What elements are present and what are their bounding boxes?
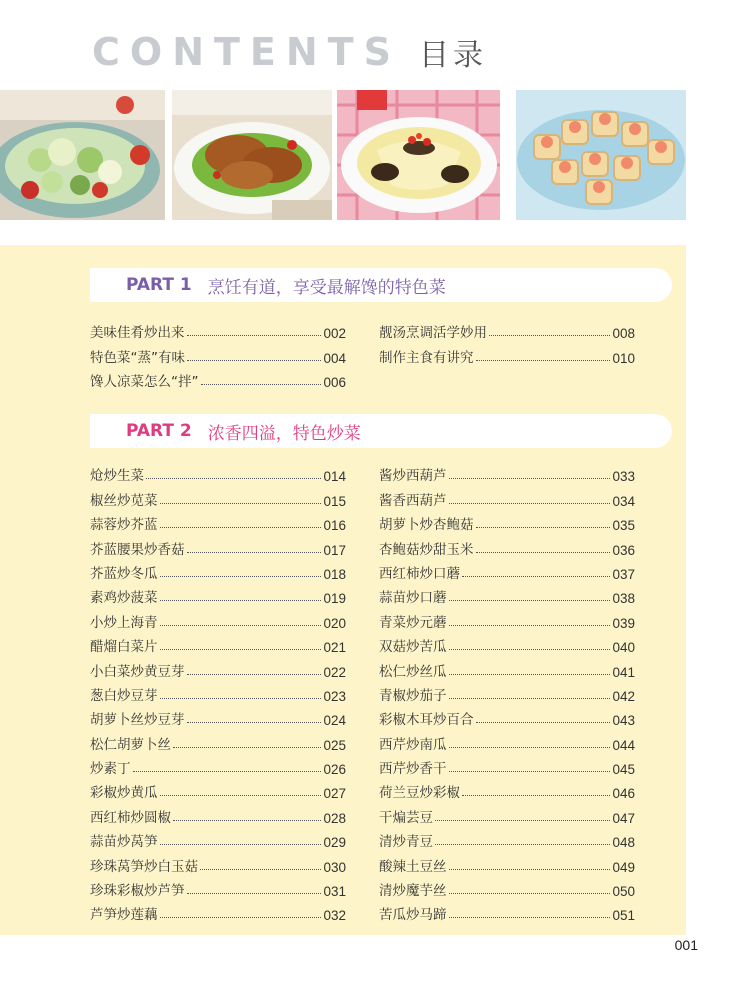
toc-entry[interactable] xyxy=(379,533,635,557)
dot-leader xyxy=(160,795,322,796)
toc-entry[interactable] xyxy=(90,460,346,484)
part2-right-column xyxy=(379,460,635,923)
dot-leader xyxy=(449,503,611,504)
toc-entry[interactable] xyxy=(90,317,346,341)
toc-entry[interactable] xyxy=(90,558,346,582)
toc-entry-page: 004 xyxy=(323,350,346,366)
toc-entry-page: 035 xyxy=(612,518,635,534)
toc-entry-page: 006 xyxy=(323,375,346,391)
toc-entry[interactable] xyxy=(90,777,346,801)
dot-leader xyxy=(449,869,611,870)
dot-leader xyxy=(187,552,322,553)
toc-entry-page: 002 xyxy=(323,326,346,342)
part2-left-column xyxy=(90,460,346,923)
dot-leader xyxy=(449,917,611,918)
toc-entry-page: 050 xyxy=(612,884,635,900)
toc-entry-title: 苦瓜炒马蹄 xyxy=(379,907,447,924)
toc-entry-title: 胡萝卜丝炒豆芽 xyxy=(90,712,185,729)
toc-entry-page: 027 xyxy=(323,786,346,802)
toc-entry[interactable] xyxy=(90,850,346,874)
dot-leader xyxy=(200,869,321,870)
toc-entry-page: 048 xyxy=(612,835,635,851)
dot-leader xyxy=(133,771,322,772)
toc-entry[interactable] xyxy=(379,341,635,365)
toc-entry[interactable] xyxy=(90,484,346,508)
toc-entry-page: 020 xyxy=(323,615,346,631)
toc-entry[interactable] xyxy=(90,875,346,899)
toc-entry[interactable] xyxy=(379,680,635,704)
toc-entry-page: 034 xyxy=(612,493,635,509)
dot-leader xyxy=(160,600,322,601)
toc-entry-title: 靓汤烹调活学妙用 xyxy=(379,325,487,342)
toc-entry[interactable] xyxy=(379,875,635,899)
dot-leader xyxy=(476,360,611,361)
dot-leader xyxy=(489,335,610,336)
toc-entry-page: 021 xyxy=(323,640,346,656)
part1-label: PART 1 xyxy=(126,275,192,295)
dot-leader xyxy=(160,625,322,626)
toc-entry-title: 葱白炒豆芽 xyxy=(90,687,158,704)
toc-entry[interactable] xyxy=(379,704,635,728)
dot-leader xyxy=(160,917,322,918)
dot-leader xyxy=(160,649,322,650)
dot-leader xyxy=(173,747,321,748)
toc-entry-title: 酱炒西葫芦 xyxy=(379,468,447,485)
toc-entry-page: 041 xyxy=(612,664,635,680)
toc-entry-title: 青椒炒茄子 xyxy=(379,687,447,704)
toc-entry-title: 彩椒炒黄瓜 xyxy=(90,785,158,802)
toc-entry[interactable] xyxy=(90,826,346,850)
dot-leader xyxy=(476,527,611,528)
toc-entry[interactable] xyxy=(90,366,346,390)
toc-entry-page: 017 xyxy=(323,542,346,558)
toc-entry[interactable] xyxy=(379,899,635,923)
toc-entry-page: 042 xyxy=(612,688,635,704)
toc-entry-title: 美味佳肴炒出来 xyxy=(90,325,185,342)
toc-entry-page: 025 xyxy=(323,737,346,753)
toc-entry-title: 特色菜“蒸”有味 xyxy=(90,349,185,366)
toc-entry-title: 珍珠莴笋炒白玉菇 xyxy=(90,858,198,875)
toc-entry-page: 036 xyxy=(612,542,635,558)
toc-entry-page: 019 xyxy=(323,591,346,607)
toc-entry-title: 清炒魔芋丝 xyxy=(379,883,447,900)
toc-entry[interactable] xyxy=(90,899,346,923)
toc-entry-page: 018 xyxy=(323,566,346,582)
toc-entry[interactable] xyxy=(90,704,346,728)
toc-entry[interactable] xyxy=(379,728,635,752)
toc-entry-page: 016 xyxy=(323,518,346,534)
toc-entry[interactable] xyxy=(379,460,635,484)
toc-entry-title: 西红柿炒口蘑 xyxy=(379,565,460,582)
toc-entry[interactable] xyxy=(90,509,346,533)
toc-entry-page: 039 xyxy=(612,615,635,631)
part2-title: 浓香四溢，特色炒菜 xyxy=(207,423,361,444)
dot-leader xyxy=(449,478,611,479)
part1-left-column xyxy=(90,317,346,390)
toc-entry[interactable] xyxy=(90,655,346,679)
toc-entry-title: 胡萝卜炒杏鲍菇 xyxy=(379,517,474,534)
toc-entry-title: 芥蓝炒冬瓜 xyxy=(90,565,158,582)
toc-entry-page: 024 xyxy=(323,713,346,729)
dot-leader xyxy=(187,722,322,723)
toc-entry-title: 炒素丁 xyxy=(90,761,131,778)
page-number: 001 xyxy=(674,937,698,953)
photo-eggs-dish xyxy=(337,90,500,220)
toc-entry-page: 015 xyxy=(323,493,346,509)
contents-title-cn: 目录 xyxy=(418,38,487,73)
toc-entry-title: 炝炒生菜 xyxy=(90,468,144,485)
toc-entry-title: 青菜炒元蘑 xyxy=(379,614,447,631)
dot-leader xyxy=(449,747,611,748)
toc-entry-page: 026 xyxy=(323,762,346,778)
dot-leader xyxy=(173,820,321,821)
toc-entry-title: 椒丝炒苋菜 xyxy=(90,492,158,509)
dot-leader xyxy=(187,893,322,894)
toc-entry-page: 023 xyxy=(323,688,346,704)
toc-entry[interactable] xyxy=(379,850,635,874)
toc-entry-title: 制作主食有讲究 xyxy=(379,349,474,366)
toc-entry-title: 蒜苗炒莴笋 xyxy=(90,834,158,851)
dot-leader xyxy=(187,674,322,675)
dot-leader xyxy=(449,600,611,601)
toc-entry-title: 西芹炒香干 xyxy=(379,761,447,778)
dot-leader xyxy=(435,820,610,821)
dot-leader xyxy=(449,893,611,894)
toc-entry-title: 酱香西葫芦 xyxy=(379,492,447,509)
dot-leader xyxy=(462,576,610,577)
toc-entry[interactable] xyxy=(90,582,346,606)
dot-leader xyxy=(160,576,322,577)
part1-title: 烹饪有道，享受最解馋的特色菜 xyxy=(207,277,446,298)
dot-leader xyxy=(160,527,322,528)
toc-entry-title: 酸辣土豆丝 xyxy=(379,858,447,875)
toc-entry-title: 松仁炒丝瓜 xyxy=(379,663,447,680)
toc-entry-title: 清炒青豆 xyxy=(379,834,433,851)
toc-entry[interactable] xyxy=(379,606,635,630)
dot-leader xyxy=(462,795,610,796)
toc-entry-title: 彩椒木耳炒百合 xyxy=(379,712,474,729)
toc-entry[interactable] xyxy=(379,631,635,655)
dot-leader xyxy=(476,552,611,553)
toc-entry-page: 047 xyxy=(612,810,635,826)
page-header xyxy=(92,30,487,74)
dot-leader xyxy=(449,771,611,772)
toc-entry-page: 032 xyxy=(323,908,346,924)
toc-entry[interactable] xyxy=(90,631,346,655)
dot-leader xyxy=(201,384,322,385)
toc-entry[interactable] xyxy=(90,533,346,557)
toc-entry-title: 杏鲍菇炒甜玉米 xyxy=(379,541,474,558)
toc-entry-page: 045 xyxy=(612,762,635,778)
part2-label: PART 2 xyxy=(126,421,192,441)
contents-title-en: CONTENTS xyxy=(92,30,401,74)
toc-entry[interactable] xyxy=(90,680,346,704)
photo-rolls xyxy=(516,90,686,220)
toc-entry[interactable] xyxy=(379,801,635,825)
toc-entry-page: 033 xyxy=(612,469,635,485)
toc-entry-page: 014 xyxy=(323,469,346,485)
toc-entry-title: 芥蓝腰果炒香菇 xyxy=(90,541,185,558)
toc-entry[interactable] xyxy=(379,777,635,801)
toc-entry-title: 小炒上海青 xyxy=(90,614,158,631)
dot-leader xyxy=(449,625,611,626)
dot-leader xyxy=(435,844,610,845)
dot-leader xyxy=(449,674,611,675)
toc-entry-title: 芦笋炒莲藕 xyxy=(90,907,158,924)
toc-entry[interactable] xyxy=(379,655,635,679)
toc-entry[interactable] xyxy=(90,728,346,752)
dot-leader xyxy=(187,360,321,361)
toc-entry-page: 038 xyxy=(612,591,635,607)
toc-entry-page: 046 xyxy=(612,786,635,802)
toc-entry[interactable] xyxy=(379,753,635,777)
toc-entry[interactable] xyxy=(379,826,635,850)
toc-entry-title: 干煸芸豆 xyxy=(379,809,433,826)
toc-entry-title: 馋人凉菜怎么“拌” xyxy=(90,374,199,391)
toc-entry[interactable] xyxy=(379,558,635,582)
toc-entry[interactable] xyxy=(379,484,635,508)
part2-header xyxy=(90,414,672,448)
toc-entry-page: 010 xyxy=(612,350,635,366)
toc-entry-title: 小白菜炒黄豆芽 xyxy=(90,663,185,680)
dot-leader xyxy=(476,722,611,723)
toc-entry-title: 松仁胡萝卜丝 xyxy=(90,736,171,753)
toc-entry-title: 醋熘白菜片 xyxy=(90,639,158,656)
toc-entry-page: 029 xyxy=(323,835,346,851)
dot-leader xyxy=(449,649,611,650)
toc-entry-title: 西芹炒南瓜 xyxy=(379,736,447,753)
toc-entry-page: 040 xyxy=(612,640,635,656)
toc-entry[interactable] xyxy=(90,801,346,825)
part1-right-column xyxy=(379,317,635,366)
toc-entry[interactable] xyxy=(90,753,346,777)
toc-entry-page: 008 xyxy=(612,326,635,342)
photo-strip xyxy=(0,90,700,220)
toc-entry-title: 蒜苗炒口蘑 xyxy=(379,590,447,607)
toc-entry-page: 044 xyxy=(612,737,635,753)
toc-entry-title: 素鸡炒菠菜 xyxy=(90,590,158,607)
part1-header xyxy=(90,268,672,302)
toc-entry[interactable] xyxy=(90,606,346,630)
toc-entry-title: 蒜蓉炒芥蓝 xyxy=(90,517,158,534)
toc-entry-page: 051 xyxy=(612,908,635,924)
toc-entry-title: 双菇炒苦瓜 xyxy=(379,639,447,656)
photo-salad xyxy=(0,90,165,220)
toc-entry-page: 030 xyxy=(323,859,346,875)
toc-entry-title: 荷兰豆炒彩椒 xyxy=(379,785,460,802)
toc-entry[interactable] xyxy=(379,317,635,341)
photo-chicken xyxy=(172,90,332,220)
toc-entry-page: 043 xyxy=(612,713,635,729)
toc-entry[interactable] xyxy=(90,341,346,365)
dot-leader xyxy=(449,698,611,699)
toc-entry[interactable] xyxy=(379,582,635,606)
toc-entry[interactable] xyxy=(379,509,635,533)
dot-leader xyxy=(160,698,322,699)
dot-leader xyxy=(160,503,322,504)
dot-leader xyxy=(187,335,322,336)
toc-entry-title: 西红柿炒圆椒 xyxy=(90,809,171,826)
toc-entry-page: 028 xyxy=(323,810,346,826)
dot-leader xyxy=(160,844,322,845)
toc-entry-page: 049 xyxy=(612,859,635,875)
toc-entry-title: 珍珠彩椒炒芦笋 xyxy=(90,883,185,900)
toc-entry-page: 037 xyxy=(612,566,635,582)
toc-entry-page: 031 xyxy=(323,884,346,900)
dot-leader xyxy=(146,478,321,479)
toc-entry-page: 022 xyxy=(323,664,346,680)
